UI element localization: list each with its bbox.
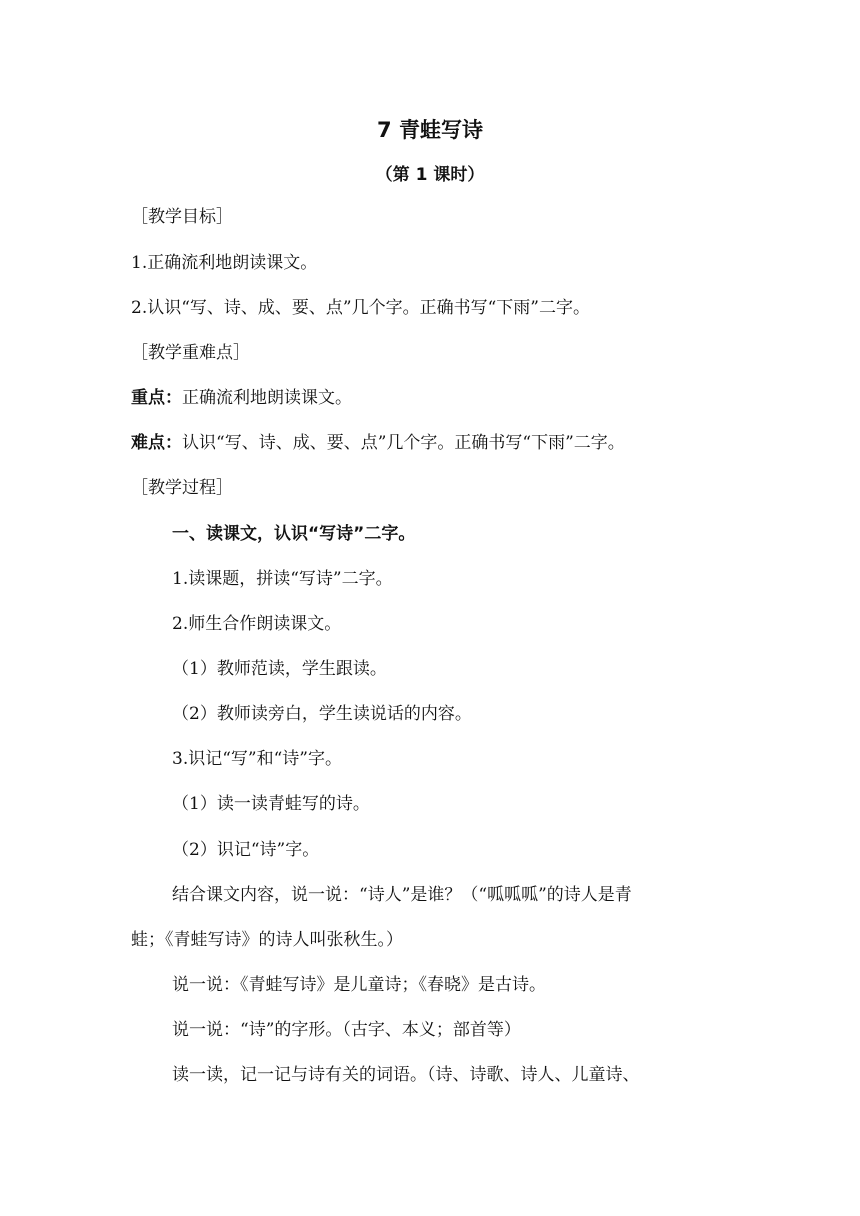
lesson-subtitle: （第 1 课时） bbox=[375, 165, 485, 185]
paragraph-4: 读一读，记一记与诗有关的词语。（诗、诗歌、诗人、儿童诗、 bbox=[172, 1065, 640, 1085]
section-heading-process: ［教学过程］ bbox=[131, 478, 233, 498]
process-substep-3-1: （1）读一读青蛙写的诗。 bbox=[172, 794, 370, 814]
process-step-2: 2.师生合作朗读课文。 bbox=[172, 614, 342, 634]
process-substep-3-2: （2）识记“诗”字。 bbox=[172, 840, 320, 860]
key-point-text: 正确流利地朗读课文。 bbox=[182, 388, 352, 408]
lesson-title: 7 青蛙写诗 bbox=[377, 118, 483, 142]
process-step-1: 1.读课题，拼读“写诗”二字。 bbox=[172, 569, 393, 589]
paragraph-2: 说一说：《青蛙写诗》是儿童诗；《春晓》是古诗。 bbox=[172, 975, 546, 995]
difficulty-label: 难点： bbox=[131, 433, 182, 453]
key-point-line bbox=[131, 386, 352, 410]
paragraph-3: 说一说：“诗”的字形。（古字、本义；部首等） bbox=[172, 1020, 521, 1040]
difficulty-line bbox=[131, 431, 625, 455]
goal-item-1: 1.正确流利地朗读课文。 bbox=[131, 253, 318, 273]
process-substep-2-2: （2）教师读旁白，学生读说话的内容。 bbox=[172, 704, 472, 724]
process-step-3: 3.识记“写”和“诗”字。 bbox=[172, 749, 342, 769]
paragraph-1-line-1: 结合课文内容，说一说：“诗人”是谁？（“呱呱呱”的诗人是青 bbox=[172, 885, 632, 905]
section-heading-goals: ［教学目标］ bbox=[131, 207, 233, 227]
process-part-1: 一、读课文，认识“写诗”二字。 bbox=[172, 524, 416, 544]
goal-item-2: 2.认识“写、诗、成、要、点”几个字。正确书写“下雨”二字。 bbox=[131, 298, 590, 318]
section-heading-key-points: ［教学重难点］ bbox=[131, 343, 250, 363]
key-point-label: 重点： bbox=[131, 388, 182, 408]
paragraph-1-line-2: 蛙；《青蛙写诗》的诗人叫张秋生。） bbox=[131, 930, 403, 950]
process-substep-2-1: （1）教师范读，学生跟读。 bbox=[172, 659, 387, 679]
difficulty-text: 认识“写、诗、成、要、点”几个字。正确书写“下雨”二字。 bbox=[182, 433, 625, 453]
